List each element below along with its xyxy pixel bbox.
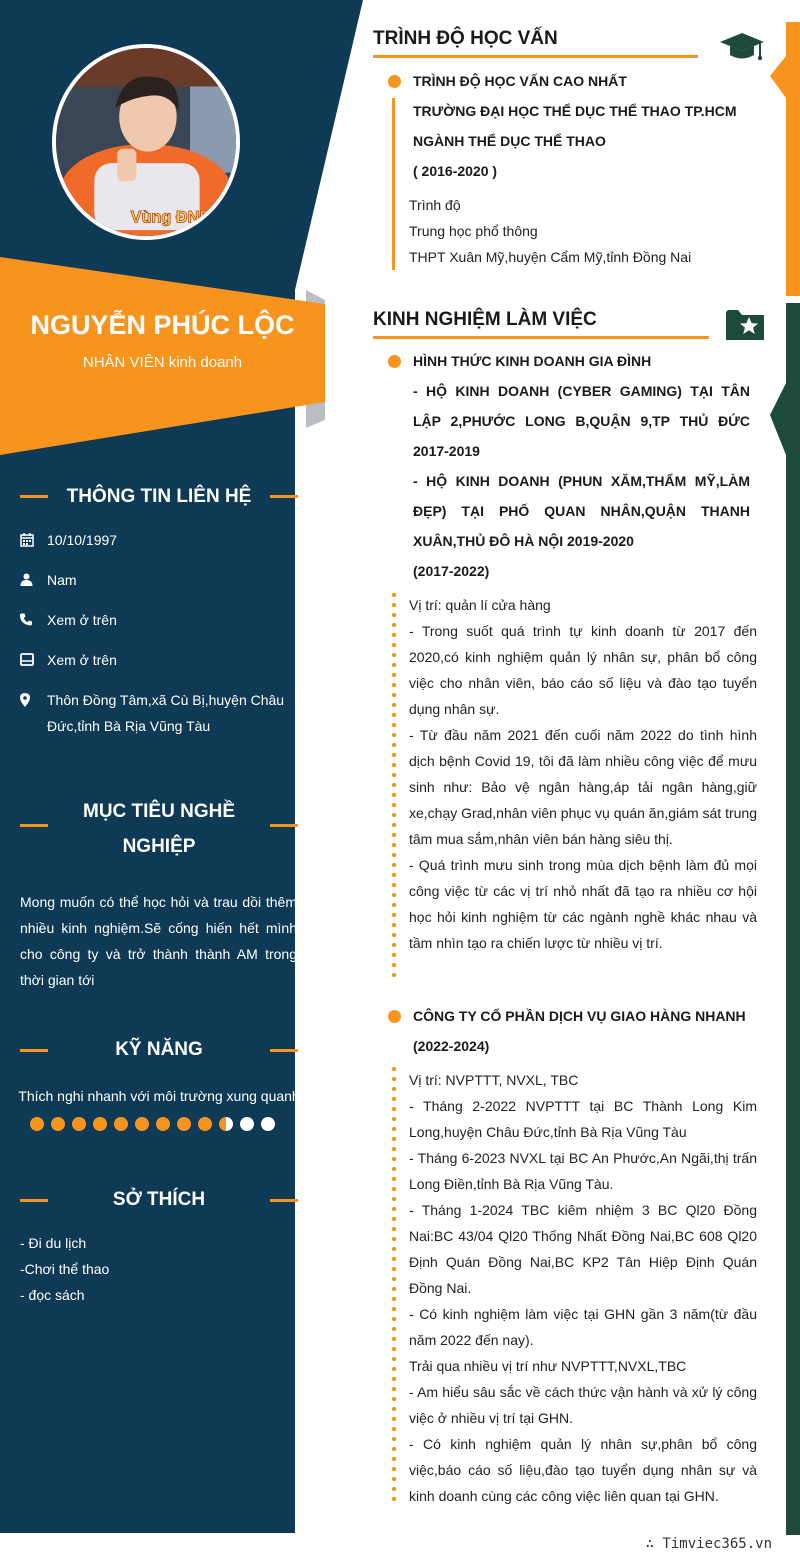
contact-email [20, 647, 290, 673]
education-bullet [388, 75, 401, 88]
education-underline [373, 55, 698, 58]
hobbies-heading: SỞ THÍCH [112, 1189, 206, 1210]
education-detail: Trình độ [409, 197, 461, 213]
graduation-cap-icon [719, 31, 765, 68]
heading-bar-right [270, 1199, 298, 1202]
job-title-block [413, 1001, 750, 1061]
calendar-icon [20, 527, 47, 553]
job-title-line: (2022-2024) [413, 1038, 490, 1054]
job-bullet [388, 355, 401, 368]
contact-phone [20, 607, 290, 633]
job-detail: Vị trí: quản lí cửa hàng [409, 597, 551, 613]
skill-rating-dot [198, 1117, 212, 1131]
skill-label: Thích nghi nhanh với môi trường xung quanh [18, 1088, 300, 1104]
education-school: TRƯỜNG ĐẠI HỌC THỂ DỤC THỂ THAO TP.HCM [413, 103, 737, 119]
heading-bar-left [20, 1049, 48, 1052]
job-timeline [392, 590, 396, 980]
job-title-line: HÌNH THỨC KINH DOANH GIA ĐÌNH [413, 353, 652, 369]
objective-heading-wrap [0, 794, 318, 864]
skills-heading: KỸ NĂNG [115, 1039, 203, 1060]
job-detail: - Trong suốt quá trình tự kinh doanh từ 2017 đến 2020,có kinh nghiệm quản lý nhân sự, phân bổ công việc cho nhân viên, báo cáo số liệu và đào tạo tuyển dụng nhân sự. [409, 623, 757, 717]
heading-bar-right [270, 1049, 298, 1052]
gender-value: Nam [47, 572, 77, 588]
job-title-line: XUÂN,THỦ ĐÔ HÀ NỘI 2019-2020 [413, 533, 634, 549]
education-detail: THPT Xuân Mỹ,huyện Cẩm Mỹ,tỉnh Đồng Nai [409, 249, 692, 265]
map-marker-icon [20, 687, 47, 739]
envelope-icon [20, 647, 47, 673]
job-detail: - Tháng 2-2022 NVPTTT tại BC Thành Long Kim Long,huyện Châu Đức,tỉnh Bà Rịa Vũng Tàu [409, 1098, 757, 1140]
job-detail: - Tháng 6-2023 NVXL tại BC An Phước,An Ngãi,thị trấn Long Điền,tỉnh Bà Rịa Vũng Tàu. [409, 1150, 757, 1192]
education-major: NGÀNH THỂ DỤC THỂ THAO [413, 133, 606, 149]
job-title-line: ĐẸP) TẠI PHỐ QUAN NHÂN,QUẬN THANH [413, 503, 750, 519]
education-detail: Trung học phổ thông [409, 223, 538, 239]
skill-rating-dot [114, 1117, 128, 1131]
experience-heading: KINH NGHIỆM LÀM VIỆC [373, 309, 597, 330]
skill-rating-dot [51, 1117, 65, 1131]
job-title-line: (2017-2022) [413, 563, 490, 579]
education-heading: TRÌNH ĐỘ HỌC VẤN [373, 28, 558, 49]
folder-star-icon [725, 307, 765, 346]
contact-gender [20, 567, 290, 593]
skill-rating-dot [72, 1117, 86, 1131]
job-detail: - Am hiểu sâu sắc về cách thức vận hành và xử lý công việc ở nhiều vị trí tại GHN. [409, 1384, 757, 1426]
avatar-illustration [56, 48, 236, 236]
avatar-badge: Vùng ĐNB [130, 208, 212, 227]
job-detail: - Có kinh nghiệm quản lý nhân sự,phân bổ công việc,báo cáo số liệu,đào tạo tuyển dụng nhân sự và kinh doanh cùng các công việc liên quan tại GHN. [409, 1436, 757, 1504]
phone-icon [20, 607, 47, 633]
job-detail: Trải qua nhiều vị trí như NVPTTT,NVXL,TBC [409, 1358, 687, 1374]
job-title-line: - HỘ KINH DOANH (CYBER GAMING) TẠI TÂN [413, 383, 750, 399]
hobby-item: - Đi du lịch [20, 1235, 87, 1251]
heading-bar-left [20, 824, 48, 827]
skills-heading-wrap [0, 1039, 318, 1061]
job-detail: - Có kinh nghiệm làm việc tại GHN gần 3 năm(từ đầu năm 2022 đến nay). [409, 1306, 757, 1348]
skill-rating-dot [156, 1117, 170, 1131]
profile-name: NGUYỄN PHÚC LỘC [30, 310, 295, 340]
job-details [409, 592, 757, 956]
skill-rating-dot [240, 1117, 254, 1131]
job-title-block [413, 346, 750, 586]
job-bullet [388, 1010, 401, 1023]
hobby-item: - đọc sách [20, 1287, 85, 1303]
education-details [409, 192, 757, 270]
right-edge-green-strip [770, 303, 800, 1535]
hobbies-list [20, 1230, 297, 1308]
education-level: TRÌNH ĐỘ HỌC VẤN CAO NHẤT [413, 73, 627, 89]
objective-heading-line1: MỤC TIÊU NGHỀ [83, 801, 235, 822]
dob-value: 10/10/1997 [47, 532, 118, 548]
job-title-line: 2017-2019 [413, 443, 480, 459]
job-timeline [392, 1064, 396, 1504]
skill-rating-dot [135, 1117, 149, 1131]
contact-heading: THÔNG TIN LIÊN HỆ [66, 486, 252, 507]
education-period: ( 2016-2020 ) [413, 163, 498, 179]
objective-heading-line2: NGHIỆP [122, 836, 196, 857]
user-icon [20, 567, 47, 593]
skill-rating [30, 1117, 275, 1131]
watermark-footer: ∴ Timviec365.vn [645, 1536, 772, 1552]
contact-dob [20, 527, 290, 553]
heading-bar-left [20, 1199, 48, 1202]
contact-heading-wrap [0, 486, 318, 508]
profile-title: NHÂN VIÊN kinh doanh [82, 354, 243, 371]
email-value: Xem ở trên [47, 652, 117, 668]
education-entry-title [413, 66, 750, 186]
heading-bar-right [270, 495, 298, 498]
job-title-line: LẬP 2,PHƯỚC LONG B,QUẬN 9,TP THỦ ĐỨC [413, 413, 750, 429]
skill-rating-dot [261, 1117, 275, 1131]
heading-bar-right [270, 824, 298, 827]
job-title-line: - HỘ KINH DOANH (PHUN XĂM,THẨM MỸ,LÀM [413, 473, 750, 489]
job-title-line: CÔNG TY CỔ PHẦN DỊCH VỤ GIAO HÀNG NHANH [413, 1008, 746, 1024]
job-detail: - Từ đầu năm 2021 đến cuối năm 2022 do tình hình dịch bệnh Covid 19, tôi đã làm nhiều công việc để mưu sinh như: Bảo vệ ngân hàng,áp tải ngân hàng,giữ xe,chạy Grad,nhân viên phục vụ quán ăn,giám sát trung tâm mua sắm,nhân viên bán hàng siêu thị. [409, 727, 757, 847]
education-timeline [392, 98, 395, 270]
experience-underline [373, 336, 709, 339]
hobbies-heading-wrap [0, 1189, 318, 1211]
avatar [52, 44, 240, 240]
right-edge-orange-strip [770, 22, 800, 296]
skill-rating-dot [93, 1117, 107, 1131]
skill-rating-dot [177, 1117, 191, 1131]
skill-rating-dot [219, 1117, 233, 1131]
skill-rating-dot [30, 1117, 44, 1131]
phone-value: Xem ở trên [47, 612, 117, 628]
job-detail: - Quá trình mưu sinh trong mùa dịch bệnh làm đủ mọi công việc từ các vị trí nhỏ nhất đã tạo ra nhiều cơ hội học hỏi kinh nghiệm từ các ngành nghề khác nhau và tầm nhìn tạo ra chiến lược từ nhiều vị trí. [409, 857, 757, 951]
heading-bar-left [20, 495, 48, 498]
objective-text: Mong muốn có thể học hỏi và trau dồi thêm nhiều kinh nghiệm.Sẽ cống hiến hết mình cho công ty và trở thành thành AM trong thời gian tới [20, 894, 297, 988]
job-detail: - Tháng 1-2024 TBC kiêm nhiệm 3 BC Ql20 Đồng Nai:BC 43/04 Ql20 Thống Nhất Đồng Nai,BC 608 Ql20 Định Quán Đồng Nai,BC KP2 Tân Hiệp Định Quán Đồng Nai. [409, 1202, 757, 1296]
job-details [409, 1067, 757, 1509]
hobby-item: -Chơi thể thao [20, 1261, 110, 1277]
address-value: Thôn Đồng Tâm,xã Cù Bị,huyện Châu Đức,tỉnh Bà Rịa Vũng Tàu [47, 692, 285, 734]
job-detail: Vị trí: NVPTTT, NVXL, TBC [409, 1072, 579, 1088]
contact-address [20, 687, 290, 739]
